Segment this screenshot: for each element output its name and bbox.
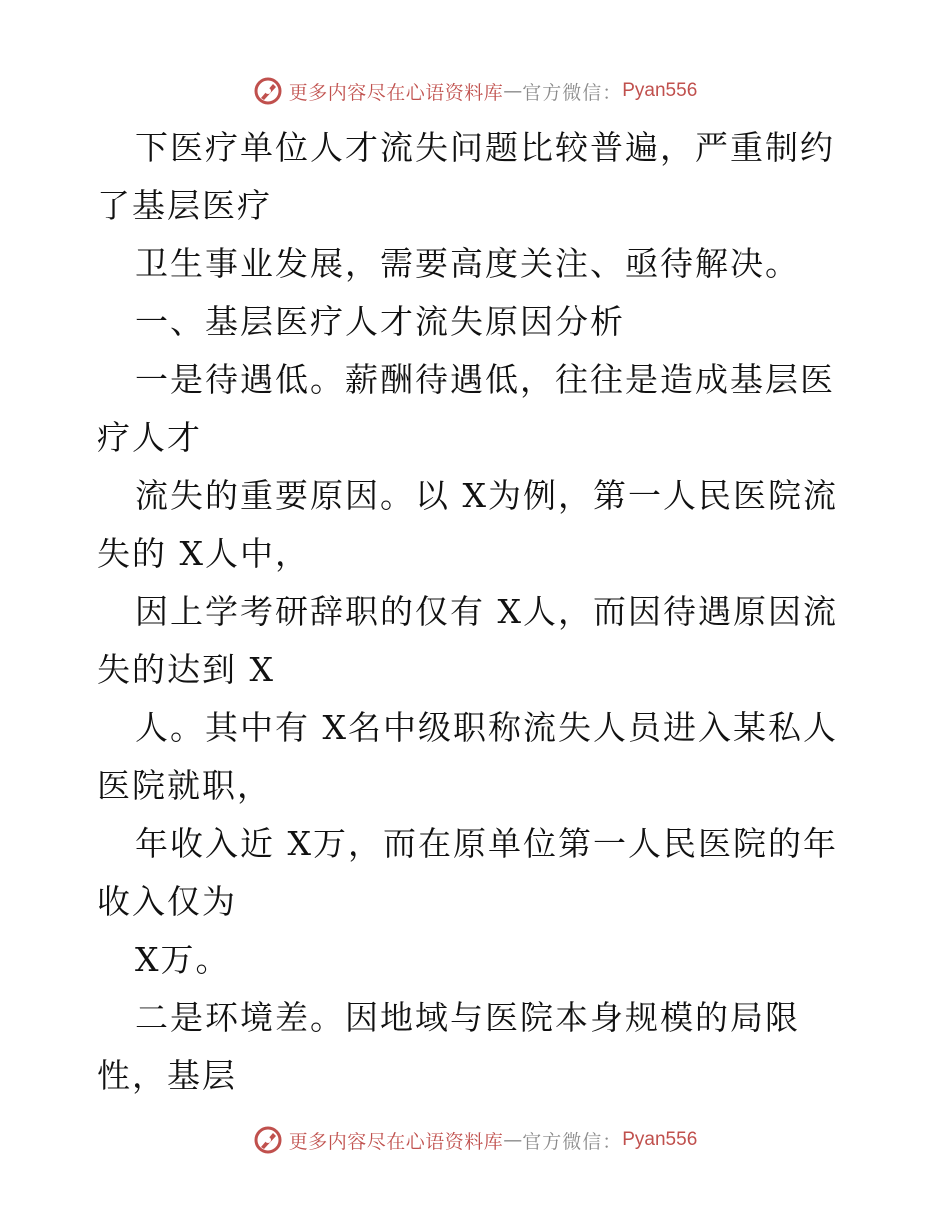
paragraph-10: 二是环境差。因地域与医院本身规模的局限性，基层: [97, 998, 800, 1095]
quill-logo-icon: [253, 76, 283, 106]
document-body: [97, 119, 857, 1105]
paragraph-7: 人。其中有 X名中级职称流失人员进入某私人医院就职，: [97, 708, 838, 805]
watermark-wechat-id: Pyan556: [622, 1129, 698, 1150]
watermark-wechat-id: Pyan556: [622, 80, 698, 101]
paragraph-6: 因上学考研辞职的仅有 X人，而因待遇原因流失的达到 X: [97, 592, 838, 689]
paragraph-4: 一是待遇低。薪酬待遇低，往往是造成基层医疗人才: [97, 360, 835, 457]
header-watermark: [0, 71, 950, 111]
footer-watermark: [0, 1120, 950, 1160]
paragraph-8: 年收入近 X万，而在原单位第一人民医院的年收入仅为: [97, 824, 838, 921]
paragraph-9: X万。: [135, 940, 231, 979]
watermark-wechat-label: 官方微信：: [522, 81, 623, 104]
watermark-dash: —: [503, 1129, 523, 1151]
watermark-wechat-label: 官方微信：: [522, 1130, 623, 1153]
section-heading: 一、基层医疗人才流失原因分析: [135, 302, 625, 341]
paragraph-1: 下医疗单位人才流失问题比较普遍，严重制约了基层医疗: [97, 128, 835, 225]
paragraph-5: 流失的重要原因。以 X为例，第一人民医院流失的 X人中，: [97, 476, 838, 573]
watermark-text: 更多内容尽在心语资料库: [288, 81, 504, 104]
paragraph-2: 卫生事业发展，需要高度关注、亟待解决。: [135, 244, 800, 283]
quill-logo-icon: [253, 1125, 283, 1155]
watermark-text: 更多内容尽在心语资料库: [288, 1130, 504, 1153]
watermark-dash: —: [503, 80, 523, 102]
